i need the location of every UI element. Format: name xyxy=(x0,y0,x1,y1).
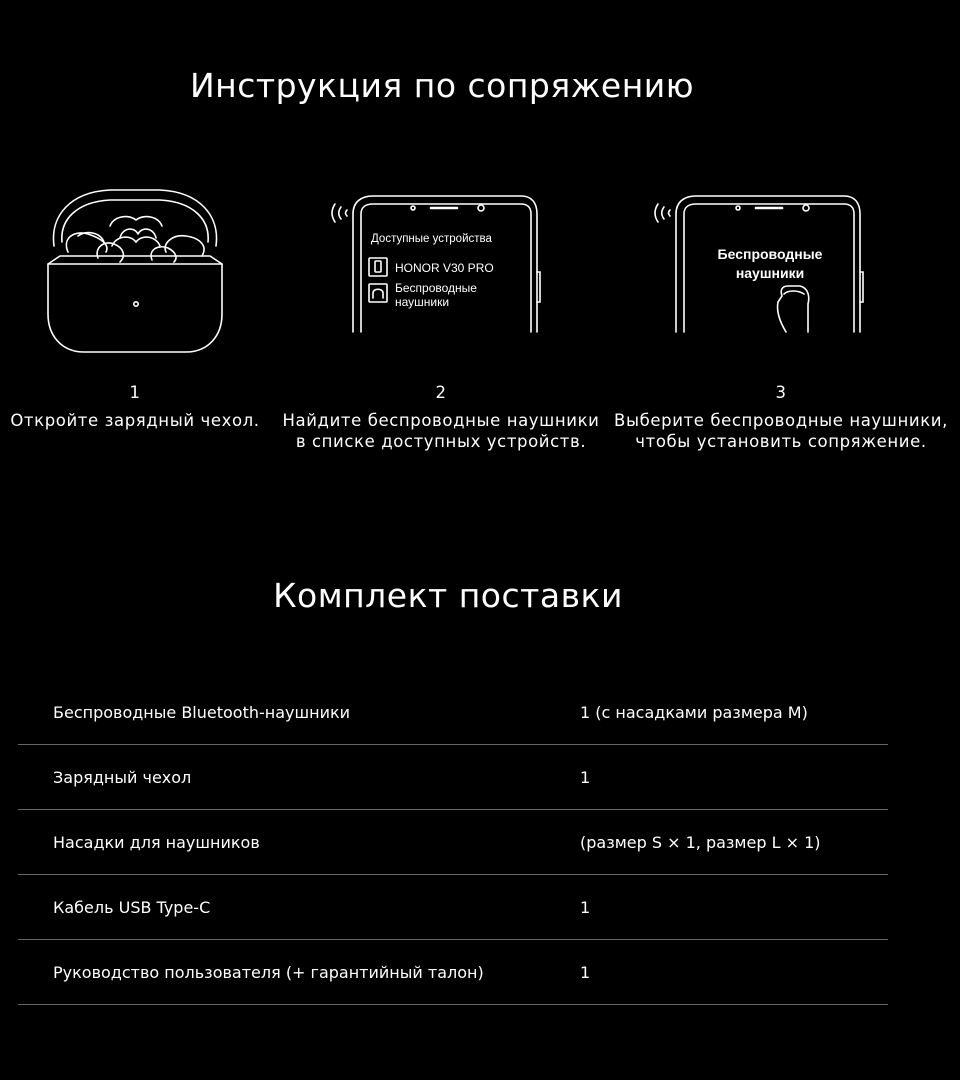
finger-tap-icon xyxy=(777,286,808,332)
pairing-title: Инструкция по сопряжению xyxy=(189,66,695,105)
table-row xyxy=(18,940,888,1005)
table-row xyxy=(18,680,888,745)
step-1 xyxy=(0,382,270,431)
step-3-text-line2: чтобы установить сопряжение. xyxy=(635,432,927,451)
phone1-device-2-line1: Беспроводные xyxy=(395,281,477,295)
package-title: Комплект поставки xyxy=(273,576,623,615)
package-item: Руководство пользователя (+ гарантийный талон) xyxy=(18,940,545,1005)
package-qty: 1 xyxy=(545,875,888,940)
package-item: Кабель USB Type-C xyxy=(18,875,545,940)
package-item: Беспроводные Bluetooth-наушники xyxy=(18,680,545,745)
phone2-line2: наушники xyxy=(735,265,805,281)
phone2-line1: Беспроводные xyxy=(717,246,823,262)
step-2-text-line1: Найдите беспроводные наушники xyxy=(282,411,600,430)
phone-tap-illustration xyxy=(648,192,873,334)
package-qty: 1 (с насадками размера M) xyxy=(545,680,888,745)
package-item: Зарядный чехол xyxy=(18,745,545,810)
table-row xyxy=(18,810,888,875)
step-1-text: Откройте зарядный чехол. xyxy=(10,411,260,430)
package-contents-table xyxy=(18,680,888,1005)
package-qty: 1 xyxy=(545,940,888,1005)
wireless-signal-icon xyxy=(332,204,347,222)
phone1-device-1: HONOR V30 PRO xyxy=(395,261,494,275)
earbuds-case-icon xyxy=(40,186,230,356)
phone-device-list-illustration xyxy=(325,192,550,334)
step-2 xyxy=(276,382,606,452)
package-qty: 1 xyxy=(545,745,888,810)
step-3 xyxy=(608,382,954,452)
package-item: Насадки для наушников xyxy=(18,810,545,875)
phone1-header: Доступные устройства xyxy=(371,233,492,245)
step-3-number: 3 xyxy=(775,383,787,402)
step-1-number: 1 xyxy=(129,383,141,402)
wireless-signal-icon xyxy=(655,204,670,222)
step-3-text-line1: Выберите беспроводные наушники, xyxy=(614,411,948,430)
phone1-device-2-line2: наушники xyxy=(395,295,450,309)
table-row xyxy=(18,875,888,940)
step-2-text-line2: в списке доступных устройств. xyxy=(295,432,587,451)
package-qty: (размер S × 1, размер L × 1) xyxy=(545,810,888,875)
headphones-icon xyxy=(369,284,387,302)
step-2-number: 2 xyxy=(435,383,447,402)
table-row xyxy=(18,745,888,810)
